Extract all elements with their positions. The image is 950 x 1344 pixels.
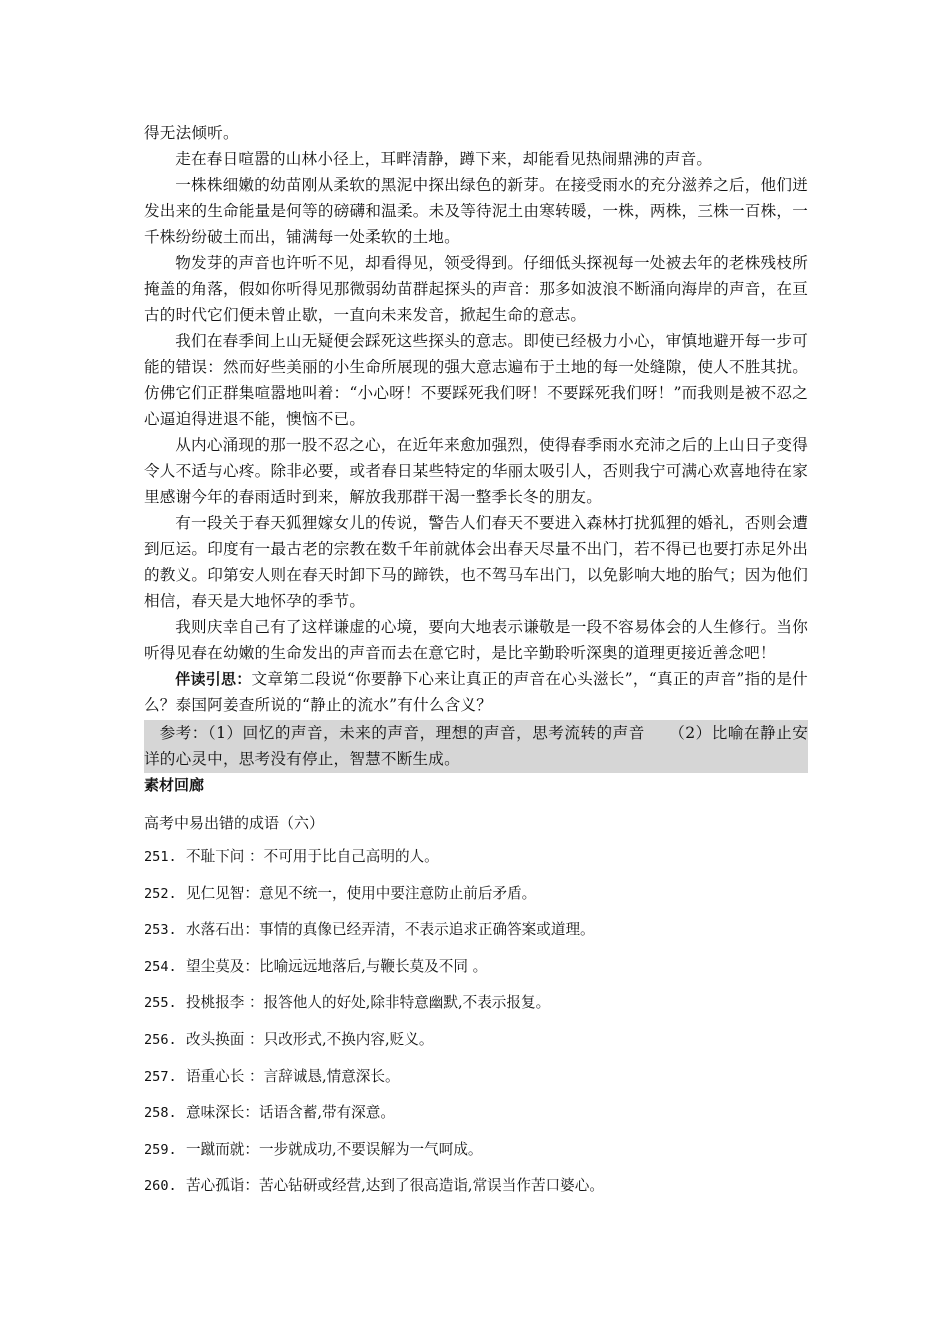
document-page	[144, 120, 808, 1214]
idiom-item	[144, 885, 808, 922]
idiom-item	[144, 1068, 808, 1105]
idiom-list	[144, 848, 808, 1214]
idiom-number: 252.	[144, 885, 177, 902]
idiom-number: 253.	[144, 922, 177, 939]
idiom-term: 一蹴而就：	[186, 1140, 259, 1158]
idiom-term: 见仁见智：	[186, 884, 259, 902]
idiom-definition: 意见不统一，使用中要注意防止前后矛盾。	[258, 884, 537, 902]
section-title: 素材回廊	[144, 776, 205, 794]
idiom-term: 语重心长 ：	[186, 1067, 264, 1085]
idiom-definition: 话语含蓄,带有深意。	[258, 1104, 395, 1122]
idiom-list-title: 高考中易出错的成语（六）	[144, 814, 325, 832]
idiom-definition: 言辞诚恳,情意深长。	[263, 1067, 400, 1085]
idiom-term: 投桃报李 ：	[186, 994, 264, 1012]
idiom-definition: 只改形式,不换内容,贬义。	[263, 1030, 434, 1048]
essay-paragraph: 得无法倾听。	[144, 124, 239, 142]
idiom-item	[144, 921, 808, 958]
idiom-term: 意味深长：	[186, 1104, 259, 1122]
reading-guide-question: 文章第二段说“你要静下心来让真正的声音在心头滋长”，“真正的声音”指的是什么？泰国阿姜查所说的“静止的流水”有什么含义？	[144, 670, 808, 714]
idiom-item	[144, 1104, 808, 1141]
essay-paragraph: 走在春日喧嚣的山林小径上，耳畔清静，蹲下来，却能看见热闹鼎沸的声音。	[175, 150, 713, 168]
idiom-term: 水落石出：	[186, 921, 259, 939]
idiom-number: 258.	[144, 1105, 177, 1122]
idiom-number: 254.	[144, 958, 177, 975]
idiom-number: 256.	[144, 1031, 177, 1048]
idiom-number: 257.	[144, 1068, 177, 1085]
essay-paragraph: 从内心涌现的那一股不忍之心，在近年来愈加强烈，使得春季雨水充沛之后的上山日子变得令人不适与心疼。除非必要，或者春日某些特定的华丽太吸引人，否则我宁可满心欢喜地待在家里感谢今年的春雨适时到来，解放我那群干渴一整季长冬的朋友。	[144, 436, 808, 506]
idiom-item	[144, 1177, 808, 1214]
idiom-item	[144, 848, 808, 885]
idiom-item	[144, 1031, 808, 1068]
idiom-definition: 比喻远远地落后,与鞭长莫及不同 。	[258, 957, 488, 975]
essay-paragraph: 有一段关于春天狐狸嫁女儿的传说，警告人们春天不要进入森林打扰狐狸的婚礼，否则会遭到厄运。印度有一最古老的宗教在数千年前就体会出春天尽量不出门，若不得已也要打赤足外出的教义。印第安人则在春天时卸下马的蹄铁，也不驾马车出门，以免影响大地的胎气；因为他们相信，春天是大地怀孕的季节。	[144, 514, 808, 610]
reading-guide	[144, 666, 808, 718]
idiom-definition: 事情的真像已经弄清，不表示追求正确答案或道理。	[258, 921, 595, 939]
idiom-term: 不耻下问 ：	[186, 848, 264, 865]
idiom-number: 255.	[144, 995, 177, 1012]
essay-paragraph: 我则庆幸自己有了这样谦虚的心境，要向大地表示谦敬是一段不容易体会的人生修行。当你听得见春在幼嫩的生命发出的声音而去在意它时，是比辛勤聆听深奥的道理更接近善念吧！	[144, 618, 808, 662]
idiom-item	[144, 958, 808, 995]
idiom-number: 260.	[144, 1178, 177, 1195]
essay-paragraph: 我们在春季间上山无疑便会踩死这些探头的意志。即使已经极力小心，审慎地避开每一步可能的错误：然而好些美丽的小生命所展现的强大意志遍布于土地的每一处缝隙，使人不胜其扰。仿佛它们正群集喧嚣地叫着：“小心呀！不要踩死我们呀！不要踩死我们呀！”而我则是被不忍之心逼迫得进退不能，懊恼不已。	[144, 332, 808, 428]
idiom-definition: 报答他人的好处,除非特意幽默,不表示报复。	[263, 994, 551, 1012]
idiom-term: 望尘莫及：	[186, 957, 259, 975]
essay-paragraph: 物发芽的声音也许听不见，却看得见，领受得到。仔细低头探视每一处被去年的老株残枝所掩盖的角落，假如你听得见那微弱幼苗群起探头的声音：那多如波浪不断涌向海岸的声音，在亘古的时代它们便未曾止歇，一直向未来发音，掀起生命的意志。	[144, 254, 808, 324]
idiom-number: 259.	[144, 1141, 177, 1158]
idiom-item	[144, 1141, 808, 1178]
reading-guide-label: 伴读引思：	[175, 670, 252, 688]
idiom-item	[144, 994, 808, 1031]
idiom-definition: 不可用于比自己高明的人。	[263, 848, 439, 865]
idiom-definition: 一步就成功,不要误解为一气呵成。	[258, 1140, 483, 1158]
reference-answer: 参考：（1）回忆的声音，未来的声音，理想的声音，思考流转的声音 （2）比喻在静止安详的心灵中，思考没有停止，智慧不断生成。	[144, 720, 808, 773]
idiom-term: 改头换面 ：	[186, 1030, 264, 1048]
idiom-definition: 苦心钻研或经营,达到了很高造诣,常误当作苦口婆心。	[258, 1177, 604, 1195]
idiom-number: 251.	[144, 849, 177, 865]
essay-paragraph: 一株株细嫩的幼苗刚从柔软的黑泥中探出绿色的新芽。在接受雨水的充分滋养之后，他们迸发出来的生命能量是何等的磅礴和温柔。未及等待泥土由寒转暖，一株，两株，三株一百株，一千株纷纷破土而出，铺满每一处柔软的土地。	[144, 176, 808, 246]
idiom-term: 苦心孤诣：	[186, 1177, 259, 1195]
